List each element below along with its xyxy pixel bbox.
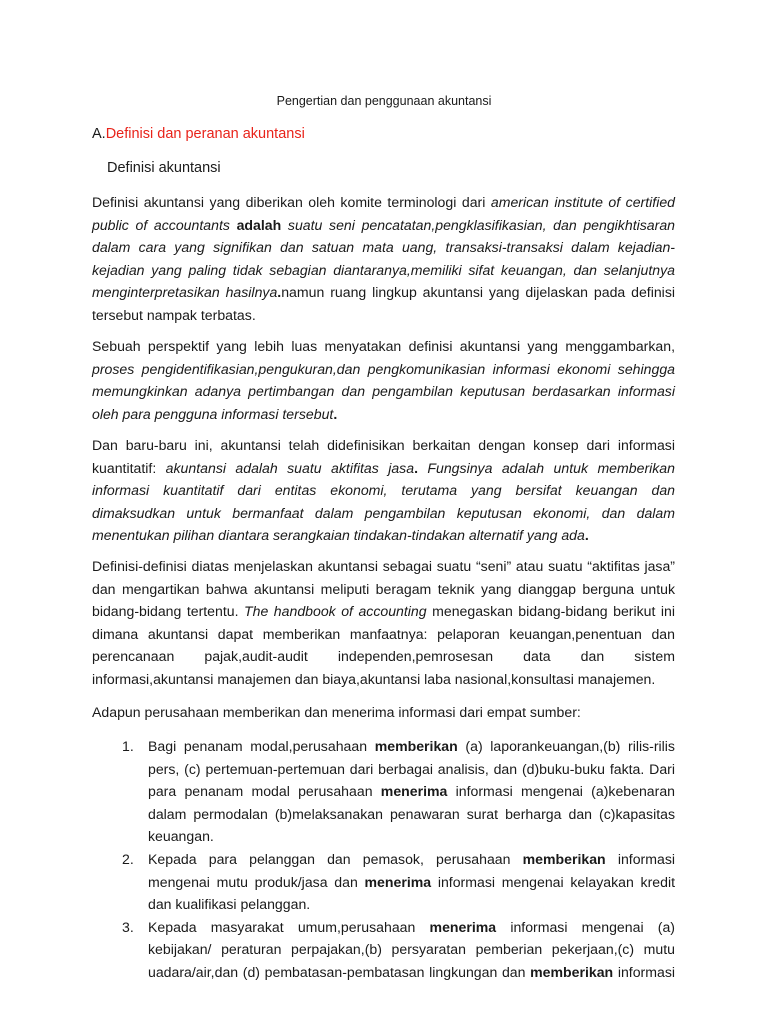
section-title: Definisi dan peranan akuntansi: [105, 126, 305, 142]
paragraph-4: Definisi-definisi diatas menjelaskan akuntansi sebagai suatu “seni” atau suatu “aktifitas jasa” dan mengartikan bahwa akuntansi meliputi beragam teknik yang dianggap berguna untuk bidang-bidang tertentu. The handbook of accounting menegaskan bidang-bidang berikut ini dimana akuntansi dapat memberikan manfaatnya: pelaporan keuangan,penentuan dan perencanaan pajak,audit-audit independen,pemrosesan data dan sistem informasi,akuntansi manajemen dan biaya,akuntansi laba nasional,konsultasi manajemen.: [92, 558, 676, 687]
sources-list: [92, 735, 675, 984]
subheading: Definisi akuntansi: [107, 160, 221, 176]
list-item: 3. Kepada masyarakat umum,perusahaan menerima informasi mengenai (a) kebijakan/ peraturan perpajakan,(b) persyaratan pemberian pekerjaan,(c) mutu uadara/air,dan (d) pembatasan-pembatasan lingkungan dan memberikan informasi: [122, 918, 675, 980]
section-prefix: A.: [92, 126, 106, 142]
paragraph-2: Sebuah perspektif yang lebih luas menyatakan definisi akuntansi yang menggambarkan, proses pengidentifikasian,pengukuran,dan pengkomunikasian informasi ekonomi sehingga memungkinkan adanya pertimbangan dan pengambilan keputusan berdasarkan informasi oleh para pengguna informasi tersebut.: [92, 338, 675, 422]
paragraph-5: Adapun perusahaan memberikan dan menerima informasi dari empat sumber:: [92, 704, 581, 720]
section-heading: [92, 126, 305, 142]
list-item: 2. Kepada para pelanggan dan pemasok, perusahaan memberikan informasi mengenai mutu produk/jasa dan menerima informasi mengenai kelayakan kredit dan kualifikasi pelanggan.: [122, 850, 675, 913]
paragraph-1: Definisi akuntansi yang diberikan oleh komite terminologi dari american institute of certified public of accountants adalah suatu seni pencatatan,pengklasifikasian, dan pengikhtisaran dalam cara yang signifikan dan satuan mata uang, transaksi-transaksi dalam kejadian- kejadian yang paling tidak sebagian diantaranya,memiliki sifat keuangan, dan selanjutnya menginterpretasikan hasilnya.namun ruang lingkup akuntansi yang dijelaskan pada definisi tersebut nampak terbatas.: [92, 194, 676, 323]
paragraph-3: Dan baru-baru ini, akuntansi telah didefinisikan berkaitan dengan konsep dari informasi kuantitatif: akuntansi adalah suatu aktifitas jasa. Fungsinya adalah untuk memberikan informasi kuantitatif dari entitas ekonomi, terutama yang bersifat keuangan dan dimaksudkan untuk bermanfaat dalam pengambilan keputusan ekonomi, dan dalam menentukan pilihan diantara serangkaian tindakan-tindakan alternatif yang ada.: [92, 437, 675, 544]
list-item: 1. Bagi penanam modal,perusahaan memberikan (a) laporankeuangan,(b) rilis-rilis pers, (c) pertemuan-pertemuan dari berbagai analisis, dan (d)buku-buku fakta. Dari para penanam modal perusahaan menerima informasi mengenai (a)kebenaran dalam permodalan (b)melaksanakan penawaran surat berharga dan (c)kapasitas keuangan.: [122, 738, 676, 845]
page-title: Pengertian dan penggunaan akuntansi: [276, 94, 492, 108]
